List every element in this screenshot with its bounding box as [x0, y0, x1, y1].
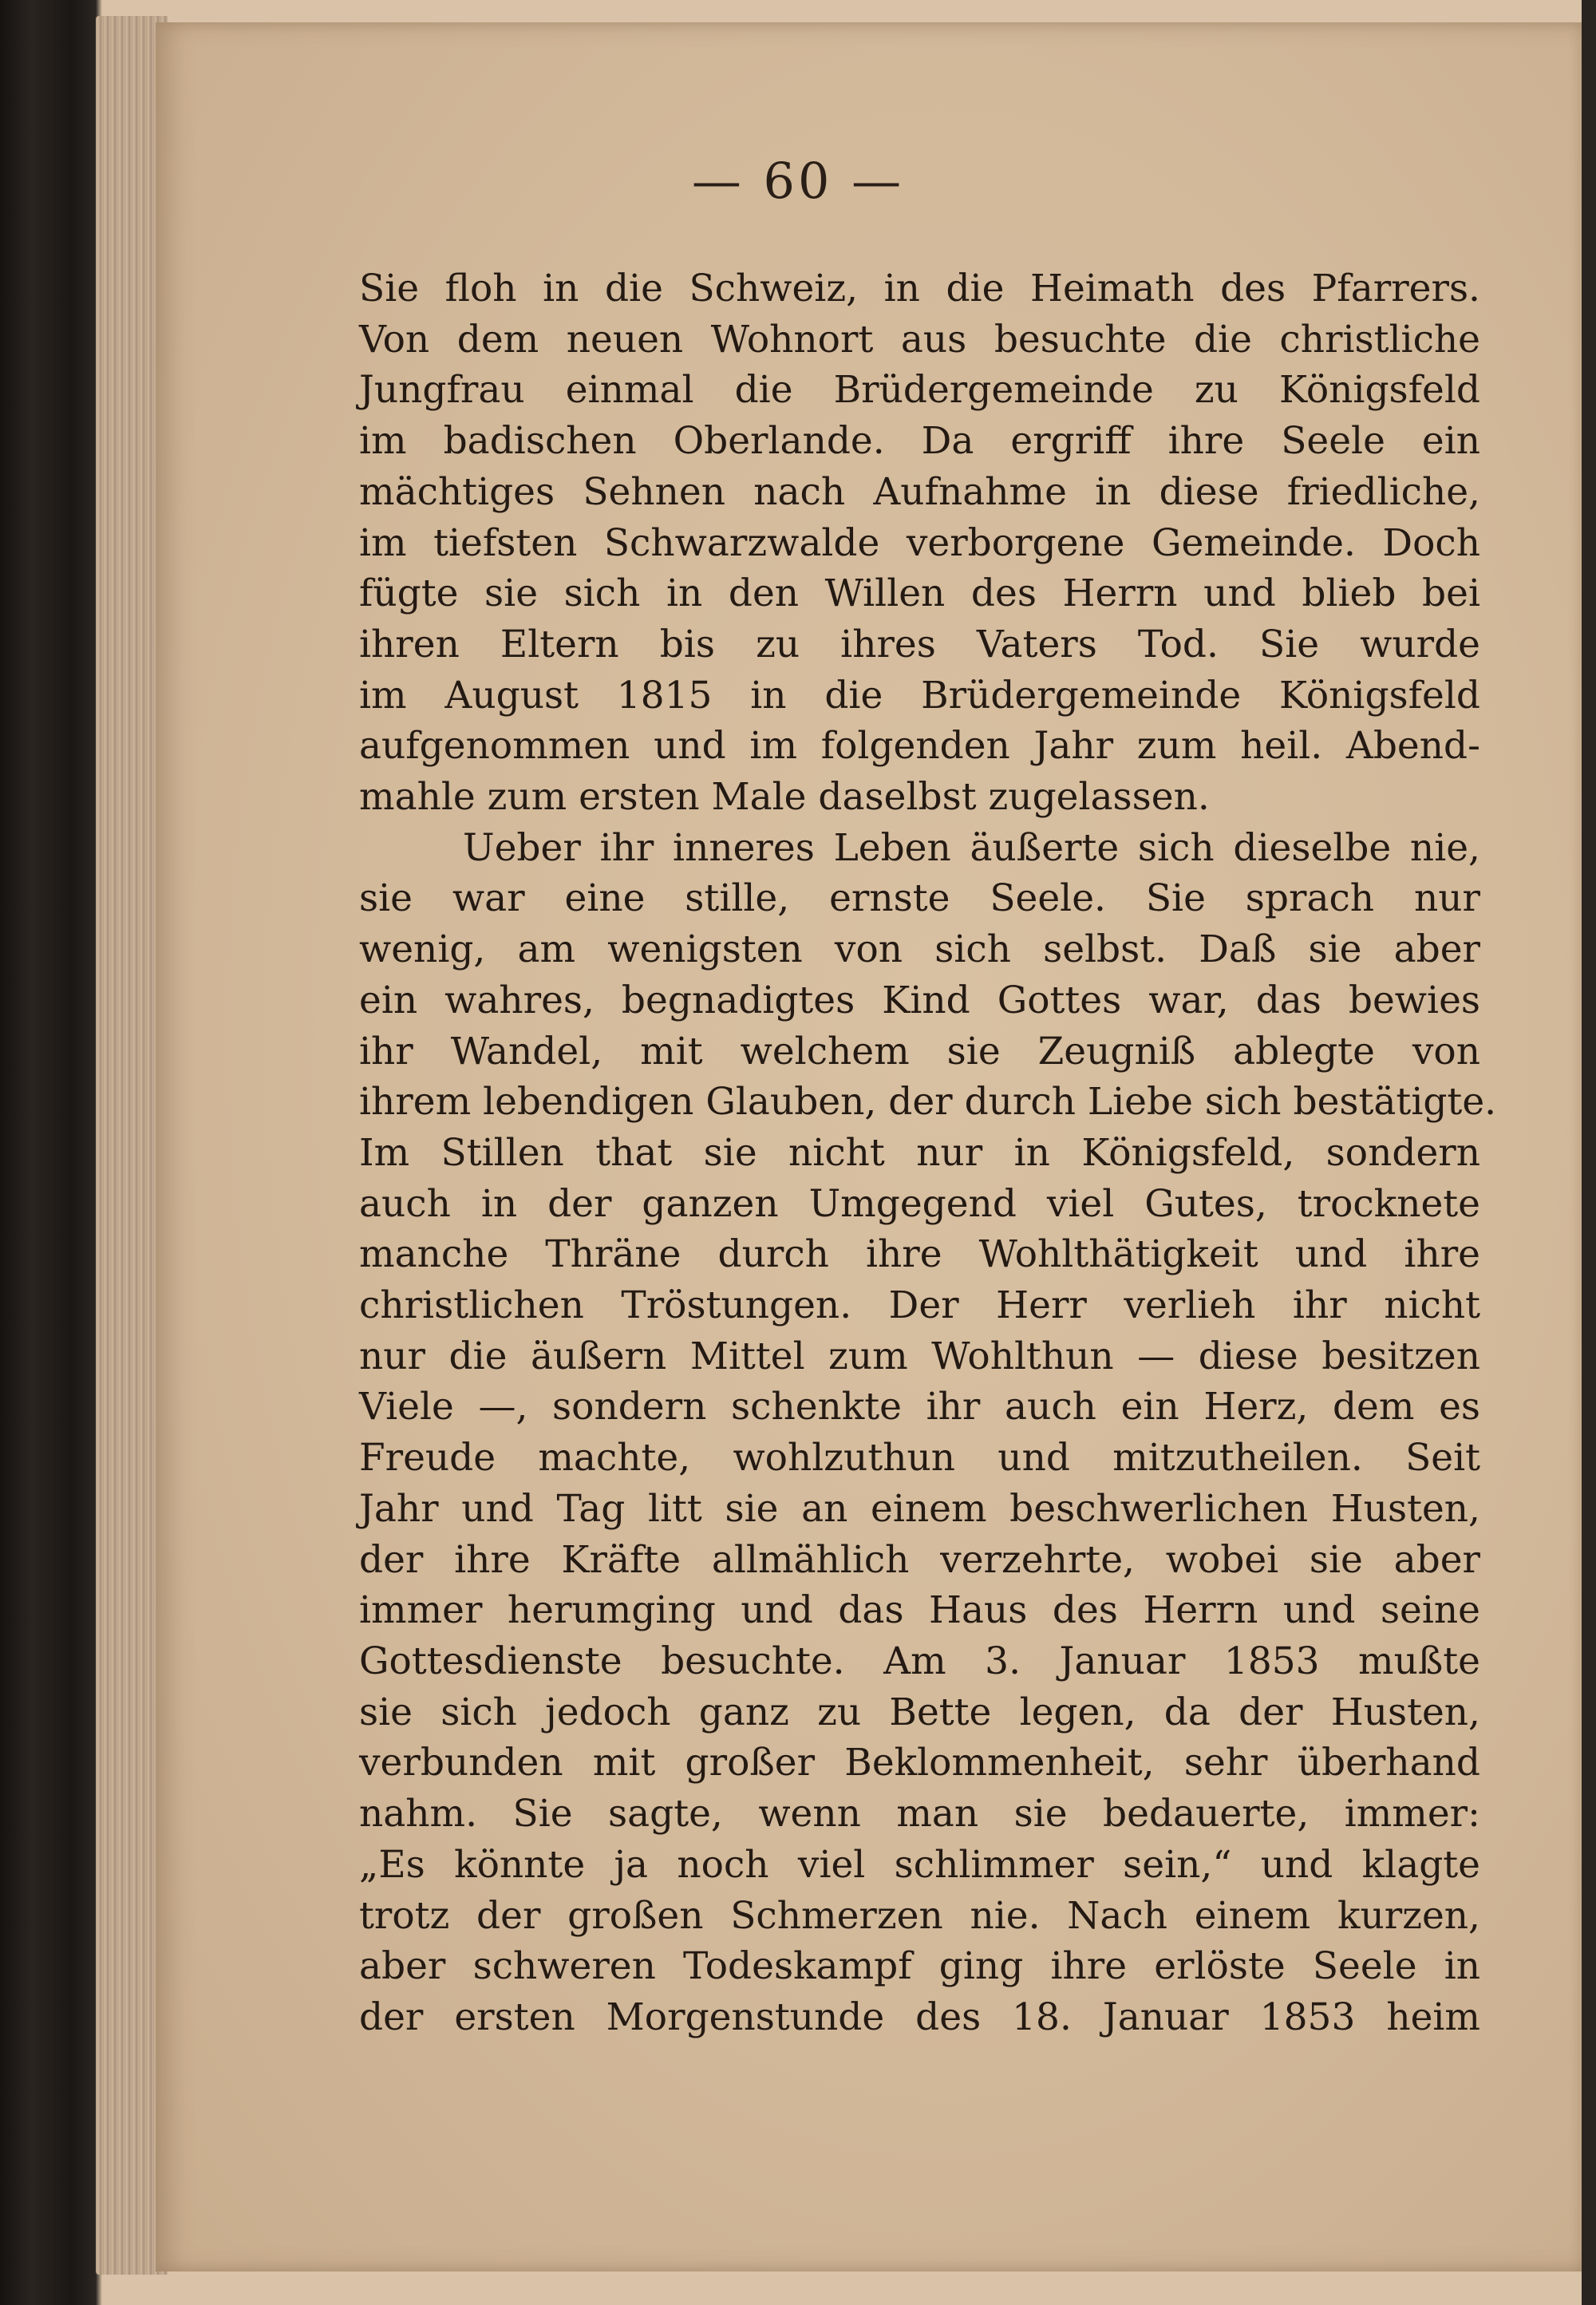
text-line: christlichen Tröstungen. Der Herr verlieh ihr nicht: [359, 1283, 1480, 1328]
text-line: Jahr und Tag litt sie an einem beschwerlichen Husten,: [359, 1486, 1480, 1531]
text-line: Viele —, sondern schenkte ihr auch ein Herz, dem es: [359, 1385, 1480, 1429]
text-line: nur die äußern Mittel zum Wohlthun — diese besitzen: [359, 1334, 1480, 1378]
text-line: sie sich jedoch ganz zu Bette legen, da der Husten,: [359, 1690, 1480, 1734]
text-line: im August 1815 in die Brüdergemeinde Königsfeld: [359, 673, 1480, 718]
text-line: mächtiges Sehnen nach Aufnahme in diese friedliche,: [359, 469, 1480, 514]
text-line: Gottesdienste besuchte. Am 3. Januar 1853 mußte: [359, 1639, 1480, 1683]
text-line: Von dem neuen Wohnort aus besuchte die christliche: [359, 317, 1480, 362]
text-line: im tiefsten Schwarzwalde verborgene Gemeinde. Doch: [359, 520, 1480, 565]
text-line: ihr Wandel, mit welchem sie Zeugniß ablegte von: [359, 1029, 1480, 1073]
text-line: Ueber ihr inneres Leben äußerte sich dieselbe nie,: [463, 825, 1480, 870]
text-line: immer herumging und das Haus des Herrn und seine: [359, 1588, 1480, 1633]
text-line: manche Thräne durch ihre Wohlthätigkeit und ihre: [359, 1232, 1480, 1277]
text-line: aber schweren Todeskampf ging ihre erlöste Seele in: [359, 1944, 1480, 1989]
text-line: Freude machte, wohlzuthun und mitzutheilen. Seit: [359, 1436, 1480, 1481]
text-line: „Es könnte ja noch viel schlimmer sein,“ und klagte: [359, 1842, 1480, 1887]
text-line: der ihre Kräfte allmählich verzehrte, wobei sie aber: [359, 1537, 1480, 1582]
text-line: nahm. Sie sagte, wenn man sie bedauerte, immer:: [359, 1792, 1480, 1836]
text-line: ihrem lebendigen Glauben, der durch Liebe sich bestätigte.: [359, 1080, 1497, 1125]
text-line: ihren Eltern bis zu ihres Vaters Tod. Sie wurde: [359, 622, 1480, 666]
text-line: aufgenommen und im folgenden Jahr zum heil. Abend-: [359, 724, 1480, 769]
text-line: Im Stillen that sie nicht nur in Königsfeld, sondern: [359, 1130, 1480, 1175]
text-line: Sie floh in die Schweiz, in die Heimath des Pfarrers.: [359, 267, 1480, 310]
text-line: trotz der großen Schmerzen nie. Nach einem kurzen,: [359, 1893, 1480, 1938]
text-line: mahle zum ersten Male daselbst zugelassen.: [359, 775, 1210, 820]
text-line: ein wahres, begnadigtes Kind Gottes war, das bewies: [359, 978, 1480, 1022]
text-line: sie war eine stille, ernste Seele. Sie sprach nur: [359, 876, 1480, 921]
page-number: — 60 —: [691, 152, 905, 210]
text-line: wenig, am wenigsten von sich selbst. Daß sie aber: [359, 927, 1480, 972]
body-text: [359, 263, 1497, 2043]
text-line: der ersten Morgenstunde des 18. Januar 1853 heim: [359, 1995, 1480, 2039]
scan-border: [1582, 0, 1596, 2305]
text-line: auch in der ganzen Umgegend viel Gutes, trocknete: [359, 1181, 1480, 1226]
text-line: fügte sie sich in den Willen des Herrn und blieb bei: [359, 571, 1480, 616]
text-line: verbunden mit großer Beklommenheit, sehr überhand: [359, 1741, 1480, 1785]
text-line: im badischen Oberlande. Da ergriff ihre Seele ein: [359, 419, 1480, 464]
text-line: Jungfrau einmal die Brüdergemeinde zu Königsfeld: [359, 368, 1480, 413]
